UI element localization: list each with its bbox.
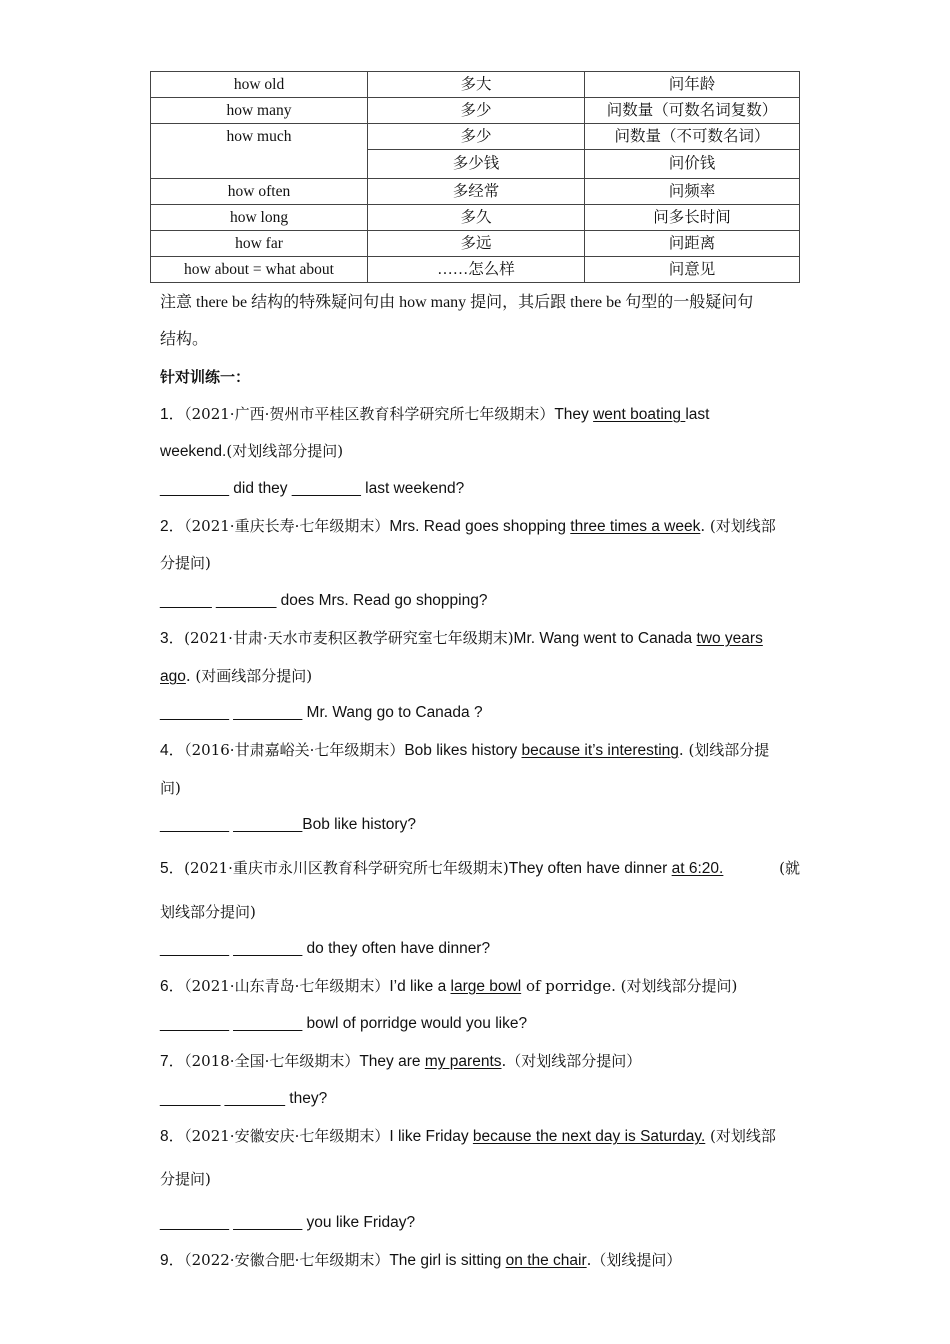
- question-1: [160, 403, 800, 426]
- question-3-cont: [160, 665, 800, 688]
- table-cell-cn: 多经常: [368, 179, 585, 205]
- table-cell-use: 问数量（可数名词复数）: [585, 98, 800, 124]
- question-number: 4．: [160, 742, 185, 759]
- question-5-cont: [160, 901, 800, 924]
- question-number: 8．: [160, 1128, 185, 1145]
- question-9: [160, 1249, 800, 1272]
- question-3: [160, 627, 800, 650]
- table-row: [151, 98, 800, 124]
- question-source: （2021·安徽安庆·七年级期末）: [184, 1127, 390, 1145]
- answer-line-5[interactable]: ________ ________ do they often have dinner?: [160, 940, 491, 957]
- question-instruction: . (对画线部分提问): [185, 667, 313, 685]
- question-text: Mrs. Read goes shopping: [389, 518, 571, 535]
- question-number: 6．: [160, 978, 185, 995]
- question-text-end: . (划线部分提: [678, 741, 770, 759]
- question-source: （2016·甘肃嘉峪关·七年级期末）: [184, 741, 405, 759]
- question-text: They: [554, 406, 594, 423]
- question-source: （2021·广西·贺州市平桂区教育科学研究所七年级期末）: [184, 405, 555, 423]
- underlined-part: at 6:20.: [671, 860, 724, 877]
- answer-line-4[interactable]: ________ ________Bob like history?: [160, 816, 416, 833]
- question-instruction: 划线部分提问): [160, 903, 256, 921]
- section-title: [160, 366, 800, 389]
- answer-line-1[interactable]: ________ did they ________ last weekend?: [160, 480, 465, 497]
- table-cell-en: how long: [151, 205, 368, 231]
- question-text: The girl is sitting: [389, 1252, 506, 1269]
- question-2: [160, 515, 800, 538]
- question-number: 3．: [160, 630, 185, 647]
- table-cell-en: how old: [151, 72, 368, 98]
- table-cell-cn: 多久: [368, 205, 585, 231]
- question-source: (2021·甘肃·天水市麦积区教学研究室七年级期末): [184, 629, 514, 647]
- table-cell-cn: 多少: [368, 98, 585, 124]
- underlined-part: ago: [160, 668, 186, 685]
- question-text: I’d like a: [389, 978, 451, 995]
- question-source: （2021·山东青岛·七年级期末）: [184, 977, 390, 995]
- question-word-table: [150, 71, 800, 283]
- answer-line-6[interactable]: ________ ________ bowl of porridge would you like?: [160, 1015, 528, 1032]
- answer-line-3[interactable]: ________ ________ Mr. Wang go to Canada ?: [160, 704, 483, 721]
- section-title-text: 针对训练一：: [160, 368, 251, 386]
- question-text: weekend.: [160, 443, 227, 460]
- question-instruction: 分提问): [160, 1170, 211, 1188]
- note-line-1: 注意 there be 结构的特殊疑问句由 how many 提问，其后跟 there be 句型的一般疑问句: [160, 294, 754, 311]
- underlined-part: three times a week: [570, 518, 701, 535]
- question-text: They are: [359, 1053, 425, 1070]
- question-text-end: . (对划线部: [700, 517, 776, 535]
- question-number: 5．: [160, 860, 185, 877]
- table-row: [151, 257, 800, 283]
- table-cell-en: how much: [151, 124, 368, 179]
- question-1-cont: [160, 440, 800, 463]
- question-text-end: .（划线提问）: [586, 1251, 682, 1269]
- question-number: 2．: [160, 518, 185, 535]
- question-number: 1．: [160, 406, 185, 423]
- table-cell-en: how often: [151, 179, 368, 205]
- table-cell-use: 问频率: [585, 179, 800, 205]
- question-instruction: 问): [160, 779, 181, 797]
- table-cell-use: 问年龄: [585, 72, 800, 98]
- question-text-end: last: [685, 406, 710, 423]
- table-row: [151, 72, 800, 98]
- question-8-cont: [160, 1168, 800, 1191]
- answer-line-7[interactable]: _______ _______ they?: [160, 1090, 328, 1107]
- table-cell-en: how far: [151, 231, 368, 257]
- question-instruction: (对划线部分提问): [226, 442, 344, 460]
- underlined-part: went boating: [593, 406, 686, 423]
- table-cell-cn: ……怎么样: [368, 257, 585, 283]
- table-cell-use: 问数量（不可数名词）: [585, 124, 800, 150]
- question-source: （2021·重庆长寿·七年级期末）: [184, 517, 390, 535]
- underlined-part: large bowl: [450, 978, 522, 995]
- question-5-main: [160, 857, 723, 880]
- table-cell-use: 问距离: [585, 231, 800, 257]
- table-cell-use: 问价钱: [585, 150, 800, 179]
- question-text: I like Friday: [389, 1128, 473, 1145]
- table-cell-en: how many: [151, 98, 368, 124]
- question-source: （2022·安徽合肥·七年级期末）: [184, 1251, 390, 1269]
- table-cell-cn: 多少钱: [368, 150, 585, 179]
- question-8: [160, 1125, 800, 1148]
- question-source: (2021·重庆市永川区教育科学研究所七年级期末): [184, 859, 509, 877]
- question-source: （2018·全国·七年级期末）: [184, 1052, 360, 1070]
- table-row: [151, 179, 800, 205]
- question-instruction: 分提问): [160, 554, 211, 572]
- table-row: [151, 124, 800, 150]
- question-2-cont: [160, 552, 800, 575]
- question-5: [160, 857, 800, 880]
- note-line-2: 结构。: [160, 331, 209, 348]
- table-cell-use: 问意见: [585, 257, 800, 283]
- answer-line-8[interactable]: ________ ________ you like Friday?: [160, 1214, 416, 1231]
- question-text: Bob likes history: [404, 742, 522, 759]
- underlined-part: because the next day is Saturday.: [472, 1128, 706, 1145]
- underlined-part: two years: [696, 630, 763, 647]
- question-4-cont: [160, 777, 800, 800]
- question-number: 9．: [160, 1252, 185, 1269]
- question-text: They often have dinner: [508, 860, 672, 877]
- table-cell-cn: 多远: [368, 231, 585, 257]
- table-cell-use: 问多长时间: [585, 205, 800, 231]
- question-text: Mr. Wang went to Canada: [513, 630, 697, 647]
- question-7: [160, 1050, 800, 1073]
- question-text-end: .（对划线部分提问）: [501, 1052, 642, 1070]
- table-cell-en: how about = what about: [151, 257, 368, 283]
- question-4: [160, 739, 800, 762]
- underlined-part: on the chair: [505, 1252, 587, 1269]
- question-number: 7．: [160, 1053, 185, 1070]
- underlined-part: my parents: [424, 1053, 502, 1070]
- table-row: [151, 205, 800, 231]
- answer-line-2[interactable]: ______ _______ does Mrs. Read go shopping?: [160, 592, 488, 609]
- table-row: [151, 231, 800, 257]
- question-text-end: of porridge. (对划线部分提问): [521, 977, 738, 995]
- table-cell-cn: 多大: [368, 72, 585, 98]
- underlined-part: because it’s interesting: [521, 742, 679, 759]
- table-cell-cn: 多少: [368, 124, 585, 150]
- question-6: [160, 975, 800, 998]
- question-text-end: (对划线部: [705, 1127, 776, 1145]
- question-text-end: (就: [779, 859, 800, 877]
